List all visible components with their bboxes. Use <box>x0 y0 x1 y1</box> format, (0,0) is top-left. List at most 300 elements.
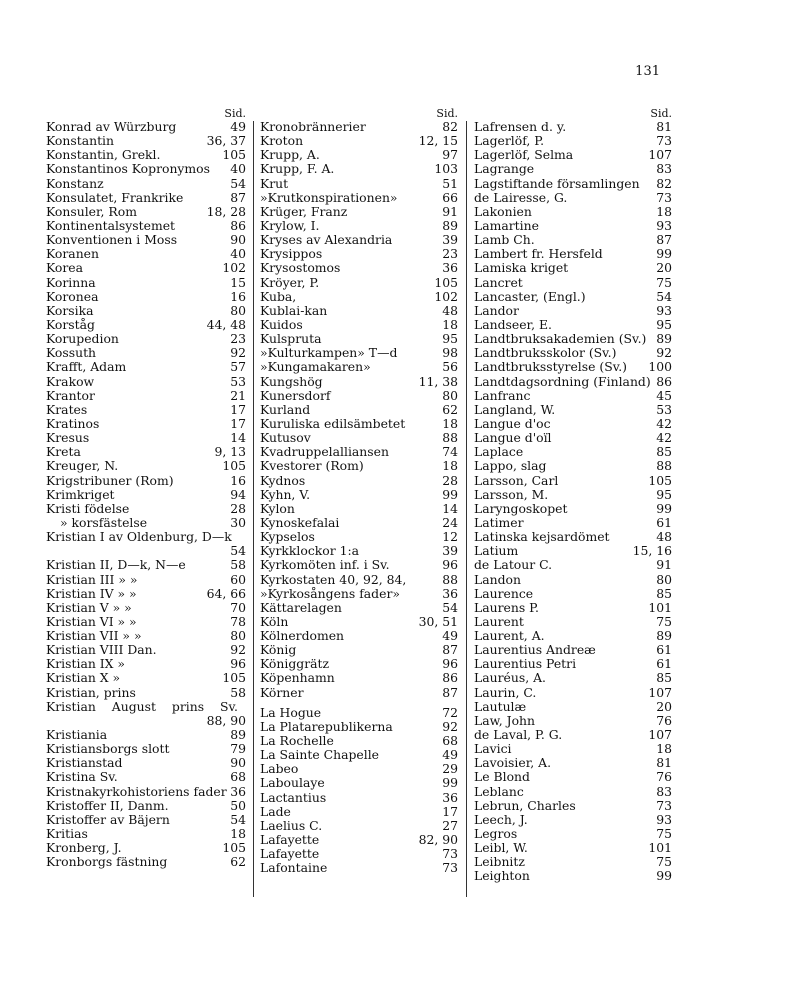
index-term: Kreuger, N. <box>46 459 119 474</box>
index-term: König <box>260 643 297 658</box>
index-term: Kyrkomöten inf. i Sv. <box>260 558 390 573</box>
index-term: Laurentius Andreæ <box>474 643 596 658</box>
index-entry <box>474 841 672 855</box>
index-page-ref: 88 <box>442 430 458 446</box>
index-term: Kristian VIII Dan. <box>46 643 157 658</box>
index-page-ref: 20 <box>656 260 672 276</box>
index-page-ref: 89 <box>230 727 246 743</box>
index-term: Kronberg, J. <box>46 841 122 856</box>
index-term <box>46 544 230 558</box>
index-page-ref: 49 <box>442 628 458 644</box>
index-term: Koronea <box>46 289 99 304</box>
index-entry <box>474 459 672 473</box>
index-entry <box>46 657 246 671</box>
index-page-ref: 107 <box>648 147 672 163</box>
index-entry <box>260 191 458 205</box>
index-entry <box>474 375 672 389</box>
index-entry <box>46 686 246 700</box>
index-page-ref: 99 <box>442 775 458 791</box>
index-entry <box>260 720 458 734</box>
index-term: Lagerlöf, P. <box>474 134 545 149</box>
index-term: »Kulturkampen» T—d <box>260 346 398 361</box>
index-page-ref: 72 <box>442 704 458 720</box>
index-term: Le Blond <box>474 770 530 785</box>
index-entry <box>474 742 672 756</box>
index-entry <box>46 530 246 544</box>
index-page-ref: 49 <box>230 119 246 134</box>
index-term: Krigstribuner (Rom) <box>46 473 174 488</box>
index-page-ref: 23 <box>442 246 458 262</box>
index-entry <box>474 587 672 601</box>
index-entry <box>260 177 458 191</box>
index-term: Landtbruksskolor (Sv.) <box>474 346 617 361</box>
index-page-ref: 62 <box>442 401 458 417</box>
index-page-ref: 82 <box>656 175 672 191</box>
index-entry <box>46 544 246 558</box>
index-entry <box>46 558 246 572</box>
index-term: Koranen <box>46 247 99 262</box>
index-page-ref: 14 <box>442 500 458 516</box>
index-entry <box>474 474 672 488</box>
index-term: Lebrun, Charles <box>474 798 576 813</box>
index-entry <box>474 502 672 516</box>
index-page-ref: 14 <box>230 430 246 446</box>
index-entry <box>260 247 458 261</box>
index-term: Lafayette <box>260 847 320 862</box>
index-term: Köpenhamn <box>260 671 335 686</box>
index-term: Lancaster, (Engl.) <box>474 289 586 304</box>
index-page-ref: 12, 15 <box>418 133 458 149</box>
index-page-ref: 102 <box>434 288 458 304</box>
index-page-ref: 98 <box>442 345 458 361</box>
index-page-ref: 39 <box>442 232 458 248</box>
index-entry <box>474 855 672 869</box>
index-page-ref: 36 <box>442 260 458 276</box>
index-entry <box>260 318 458 332</box>
index-entry <box>46 417 246 431</box>
index-entry <box>474 488 672 502</box>
index-entry <box>474 756 672 770</box>
index-page-ref: 99 <box>656 500 672 516</box>
index-entry <box>260 276 458 290</box>
index-entry <box>46 643 246 657</box>
index-term: Kuidos <box>260 317 303 332</box>
index-term: La Sainte Chapelle <box>260 748 379 763</box>
index-entry <box>46 304 246 318</box>
index-term: Lamiska kriget <box>474 261 569 276</box>
index-entry <box>46 233 246 247</box>
index-term: Lamartine <box>474 218 539 233</box>
index-term: Korståg <box>46 317 95 332</box>
index-page-ref: 86 <box>442 670 458 686</box>
index-page-ref: 49 <box>442 747 458 763</box>
index-entry <box>260 558 458 572</box>
index-page-ref: 103 <box>434 161 458 177</box>
index-term: Kublai-kan <box>260 303 328 318</box>
index-page-ref: 11, 38 <box>418 373 458 389</box>
index-entry <box>46 714 246 728</box>
index-entry <box>260 587 458 601</box>
index-entry <box>260 847 458 861</box>
index-term: Konstantin <box>46 134 114 149</box>
index-page-ref: 68 <box>442 733 458 749</box>
index-term: Kristian IV » » <box>46 586 137 601</box>
index-page-ref: 30, 51 <box>418 613 458 629</box>
index-entry <box>260 474 458 488</box>
index-entry <box>46 205 246 219</box>
index-page-ref: 91 <box>656 557 672 573</box>
index-entry <box>474 360 672 374</box>
index-page-ref: 36 <box>442 789 458 805</box>
index-entry <box>260 431 458 445</box>
index-entry <box>260 573 458 587</box>
index-page-ref: 28 <box>442 472 458 488</box>
index-term: Kölnerdomen <box>260 629 345 644</box>
index-page-ref: 15 <box>230 274 246 290</box>
index-term: Körner <box>260 685 304 700</box>
index-entry <box>474 261 672 275</box>
index-page-ref: 92 <box>230 642 246 658</box>
index-entry <box>46 770 246 784</box>
index-page-ref: 75 <box>656 613 672 629</box>
index-entry <box>474 728 672 742</box>
index-entry <box>260 134 458 148</box>
index-term: Kristian VI » » <box>46 614 137 629</box>
index-term: Kröyer, P. <box>260 275 320 290</box>
index-term: Lafontaine <box>260 861 328 876</box>
page-column-header: Sid. <box>436 107 458 120</box>
index-page-ref: 105 <box>222 458 246 474</box>
index-entry <box>474 318 672 332</box>
index-term: Kuruliska edilsämbetet <box>260 416 406 431</box>
index-page-ref: 60 <box>230 571 246 587</box>
index-term: Korinna <box>46 275 96 290</box>
index-term: »Kyrkosångens fader» <box>260 586 400 601</box>
index-page-ref: 48 <box>442 302 458 318</box>
index-entry <box>46 728 246 742</box>
index-entry <box>46 573 246 587</box>
index-page-ref: 61 <box>656 656 672 672</box>
index-term: Kresus <box>46 431 90 446</box>
index-entry <box>46 587 246 601</box>
index-page-ref: 96 <box>442 656 458 672</box>
index-page-ref: 88, 90 <box>206 712 246 728</box>
index-term: Landtbruksakademien (Sv.) <box>474 332 647 347</box>
index-term <box>46 714 207 728</box>
index-page-ref: 68 <box>230 769 246 785</box>
index-term: »Krutkonspirationen» <box>260 190 398 205</box>
index-page-ref: 28 <box>230 500 246 516</box>
index-term: Krysippos <box>260 247 323 262</box>
index-term: Kratinos <box>46 416 100 431</box>
index-page-ref: 99 <box>656 246 672 262</box>
index-term: Lade <box>260 804 291 819</box>
index-entry <box>260 671 458 685</box>
index-page-ref: 44, 48 <box>206 316 246 332</box>
index-page-ref: 58 <box>230 557 246 573</box>
index-page-ref: 89 <box>656 628 672 644</box>
index-entry <box>260 219 458 233</box>
index-entry <box>46 332 246 346</box>
index-page-ref: 86 <box>230 217 246 233</box>
index-page-ref: 78 <box>230 613 246 629</box>
index-page-ref: 105 <box>222 147 246 163</box>
index-term: Larsson, Carl <box>474 473 559 488</box>
index-term: Larsson, M. <box>474 487 549 502</box>
index-entry <box>474 573 672 587</box>
index-entry <box>260 304 458 318</box>
index-page-ref: 58 <box>230 684 246 700</box>
index-page-ref: 50 <box>230 797 246 813</box>
index-term: Lagerlöf, Selma <box>474 148 574 163</box>
index-entry <box>474 205 672 219</box>
index-term: Laplace <box>474 445 524 460</box>
index-entry <box>474 403 672 417</box>
index-term: Kylon <box>260 501 295 516</box>
index-page-ref: 16 <box>230 472 246 488</box>
index-page-ref: 17 <box>230 401 246 417</box>
index-term: Laryngoskopet <box>474 501 568 516</box>
index-page-ref: 54 <box>230 175 246 191</box>
index-page-ref: 45 <box>656 387 672 403</box>
index-page-ref: 83 <box>656 161 672 177</box>
index-entry <box>260 162 458 176</box>
index-term: Landseer, E. <box>474 317 552 332</box>
index-page-ref: 94 <box>230 486 246 502</box>
index-entry <box>260 833 458 847</box>
index-page-ref: 101 <box>648 840 672 856</box>
index-page-ref: 107 <box>648 727 672 743</box>
index-term: » korsfästelse <box>60 515 148 530</box>
index-term: Leech, J. <box>474 812 528 827</box>
index-entry <box>46 148 246 162</box>
index-page-ref: 18, 28 <box>206 203 246 219</box>
index-entry <box>260 290 458 304</box>
index-term: Krantor <box>46 388 95 403</box>
index-entry <box>474 785 672 799</box>
index-page-ref: 76 <box>656 769 672 785</box>
index-term: La Platarepublikerna <box>260 719 393 734</box>
index-term: Lappo, slag <box>474 459 547 474</box>
index-entry <box>260 861 458 875</box>
index-term: Korsika <box>46 303 94 318</box>
index-entry <box>474 544 672 558</box>
index-entry <box>46 290 246 304</box>
index-term: Latimer <box>474 515 524 530</box>
index-term: Kontinentalsystemet <box>46 218 176 233</box>
index-page-ref: 29 <box>442 761 458 777</box>
index-entry <box>260 819 458 833</box>
index-term: Laurens P. <box>474 600 539 615</box>
index-term: Landtdagsordning (Finland) <box>474 374 651 389</box>
index-entry <box>46 841 246 855</box>
index-page-ref: 39 <box>442 543 458 559</box>
index-page-ref: 73 <box>656 133 672 149</box>
index-entry <box>46 827 246 841</box>
index-page-ref: 93 <box>656 217 672 233</box>
index-entry <box>474 869 672 883</box>
index-term: Kristian VII » » <box>46 629 142 644</box>
index-term: Krut <box>260 176 289 191</box>
index-page-ref: 40 <box>230 161 246 177</box>
index-page-ref: 54 <box>230 543 246 559</box>
index-term: Konstanz <box>46 176 104 191</box>
index-term: Laurin, C. <box>474 685 537 700</box>
index-page-ref: 95 <box>656 316 672 332</box>
index-page-ref: 85 <box>656 585 672 601</box>
index-term: Landon <box>474 572 521 587</box>
index-entry <box>46 785 246 799</box>
index-entry <box>474 233 672 247</box>
index-entry <box>46 855 246 869</box>
index-term: Lavici <box>474 742 512 757</box>
index-term: Langland, W. <box>474 402 556 417</box>
index-term: Kutusov <box>260 431 311 446</box>
index-entry <box>474 643 672 657</box>
index-term: Kristian III » » <box>46 572 138 587</box>
index-term: Konventionen i Moss <box>46 233 178 248</box>
index-term: Leibnitz <box>474 855 525 870</box>
index-term: Langue d'oïl <box>474 431 552 446</box>
index-entry <box>46 615 246 629</box>
index-entry <box>260 261 458 275</box>
index-page-ref: 91 <box>442 203 458 219</box>
index-term: Königgrätz <box>260 657 330 672</box>
index-page-ref: 17 <box>230 415 246 431</box>
index-term: Leibl, W. <box>474 841 528 856</box>
index-entry <box>260 601 458 615</box>
index-term: Krysostomos <box>260 261 341 276</box>
index-page-ref: 76 <box>656 712 672 728</box>
index-term: Kritias <box>46 827 88 842</box>
index-entry <box>46 601 246 615</box>
index-term: Konsulatet, Frankrike <box>46 190 184 205</box>
index-term: Krimkriget <box>46 487 115 502</box>
index-entry <box>46 247 246 261</box>
index-entry <box>474 191 672 205</box>
index-entry <box>46 134 246 148</box>
index-page-ref: 18 <box>656 203 672 219</box>
index-page-ref: 17 <box>442 803 458 819</box>
index-page-ref: 66 <box>442 189 458 205</box>
index-page-ref: 82 <box>442 119 458 134</box>
index-page-ref: 92 <box>230 345 246 361</box>
index-page-ref: 80 <box>442 387 458 403</box>
index-entry <box>474 445 672 459</box>
index-entry <box>46 516 246 530</box>
index-entry <box>46 742 246 756</box>
index-term: Latinska kejsardömet <box>474 530 610 545</box>
index-page-ref: 95 <box>656 486 672 502</box>
index-page-ref: 85 <box>656 444 672 460</box>
index-term: Kvadruppelalliansen <box>260 445 389 460</box>
index-page-ref: 53 <box>230 373 246 389</box>
index-entry <box>46 318 246 332</box>
index-term: Köln <box>260 614 289 629</box>
index-term: Krates <box>46 402 88 417</box>
index-page-ref: 81 <box>656 755 672 771</box>
index-term: Kristian I av Oldenburg, D—k <box>46 530 232 545</box>
index-entry <box>474 219 672 233</box>
index-page-ref: 102 <box>222 260 246 276</box>
index-term: »Kungamakaren» <box>260 360 371 375</box>
index-page-ref: 30 <box>230 514 246 530</box>
index-entry <box>474 290 672 304</box>
index-page-ref: 92 <box>442 718 458 734</box>
index-term: Lavoisier, A. <box>474 756 552 771</box>
index-page-ref: 27 <box>442 817 458 833</box>
index-term: Kristoffer av Bäjern <box>46 812 170 827</box>
index-page-ref: 86 <box>656 373 672 389</box>
index-entry <box>46 261 246 275</box>
index-term: Landor <box>474 303 519 318</box>
index-page-ref: 73 <box>442 860 458 876</box>
index-column-1 <box>46 108 246 869</box>
index-term: Kyrkostaten 40, 92, 84, <box>260 572 407 587</box>
index-entry <box>46 375 246 389</box>
index-entry <box>260 459 458 473</box>
index-entry <box>474 827 672 841</box>
index-page-ref: 64, 66 <box>206 585 246 601</box>
index-page-ref: 80 <box>230 628 246 644</box>
index-page-ref: 36, 37 <box>206 133 246 149</box>
index-entry <box>260 120 458 134</box>
index-entry <box>474 346 672 360</box>
index-term: Kristina Sv. <box>46 770 118 785</box>
index-term: Krafft, Adam <box>46 360 127 375</box>
index-term: Kristian IX » <box>46 657 125 672</box>
index-term: Kristian V » » <box>46 600 132 615</box>
index-entry <box>260 346 458 360</box>
page-column-header: Sid. <box>224 107 246 120</box>
index-page-ref: 18 <box>442 316 458 332</box>
index-page-ref: 87 <box>442 642 458 658</box>
index-entry <box>260 205 458 219</box>
index-term: La Hogue <box>260 705 322 720</box>
index-page-ref: 18 <box>442 458 458 474</box>
index-term: Korea <box>46 261 84 276</box>
index-entry <box>46 389 246 403</box>
index-page-ref: 105 <box>222 670 246 686</box>
index-term: Leblanc <box>474 784 524 799</box>
index-page-ref: 48 <box>656 529 672 545</box>
index-page-ref: 96 <box>230 656 246 672</box>
index-entry <box>260 657 458 671</box>
index-page-ref: 105 <box>434 274 458 290</box>
index-page-ref: 95 <box>442 331 458 347</box>
index-term: Law, John <box>474 713 536 728</box>
index-term: Lafayette <box>260 833 320 848</box>
index-entry <box>474 700 672 714</box>
index-page-ref: 18 <box>442 415 458 431</box>
index-page-ref: 74 <box>442 444 458 460</box>
index-term: Kynoskefalai <box>260 515 340 530</box>
index-term: Lactantius <box>260 790 327 805</box>
index-entry <box>474 417 672 431</box>
index-page-ref: 57 <box>230 359 246 375</box>
index-page-ref: 9, 13 <box>214 444 246 460</box>
index-page-ref: 73 <box>656 189 672 205</box>
index-term: Kristiania <box>46 728 108 743</box>
index-term: Korupedion <box>46 332 119 347</box>
index-page-ref: 61 <box>656 642 672 658</box>
index-page-ref: 105 <box>648 472 672 488</box>
index-entry <box>260 233 458 247</box>
index-entry <box>46 445 246 459</box>
index-entry <box>474 389 672 403</box>
index-page-ref: 51 <box>442 175 458 191</box>
index-entry <box>260 544 458 558</box>
